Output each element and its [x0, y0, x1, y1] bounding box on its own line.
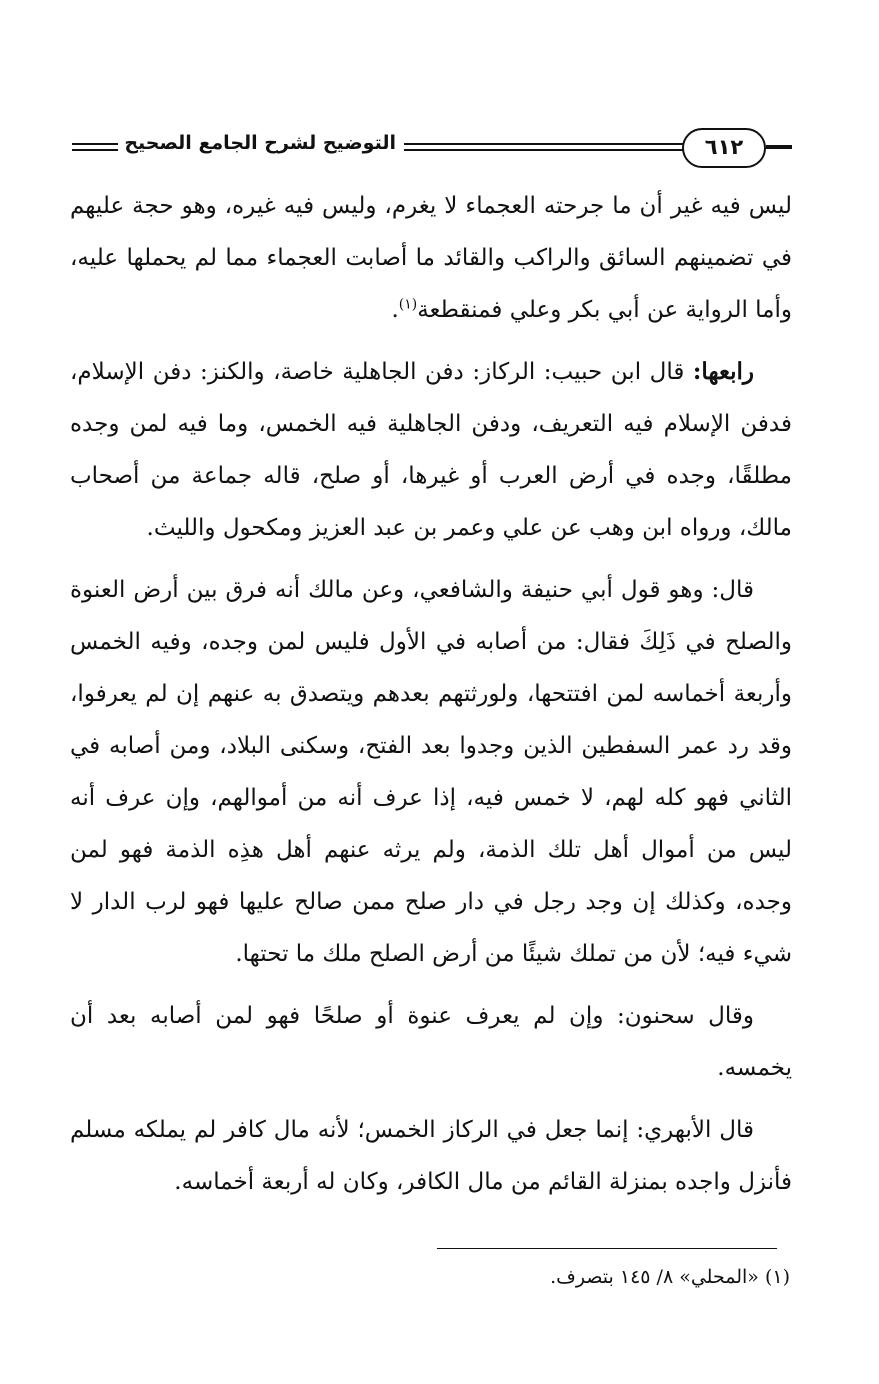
- footnote-reference: (١): [398, 296, 418, 313]
- footnote-number: (١): [764, 1266, 790, 1288]
- main-text: [70, 180, 792, 1218]
- paragraph-lead: رابعها:: [692, 358, 754, 385]
- paragraph-tail: .: [391, 297, 399, 323]
- footnote-text: «المحلي» ٨/ ١٤٥ بتصرف.: [550, 1266, 759, 1288]
- header-rule-right: [766, 145, 792, 149]
- paragraph-text: قال ابن حبيب: الركاز: دفن الجاهلية خاصة، والكنز: دفن الإسلام، فدفن الإسلام فيه التعريف، ودفن الجاهلية فيه الخمس، وما فيه لمن وجده مطلقًا، وجده في أرض العرب أو غيرها، أو صلح، قاله جماعة من أصحاب مالك، ورواه ابن وهب عن علي وعمر بن عبد العزيز ومكحول والليث.: [70, 359, 792, 541]
- paragraph-text: قال: وهو قول أبي حنيفة والشافعي، وعن مالك أنه فرق بين أرض العنوة والصلح في ذَلِكَ فقال: من أصابه في الأول فليس لمن وجده، وفيه الخمس وأربعة أخماسه لمن افتتحها، ولورثتهم بعدهم ويتصدق به عنهم إن لم يعرفوا، وقد رد عمر السفطين الذين وجدوا بعد الفتح، وسكنى البلاد، ومن أصابه في الثاني فهو كله لهم، لا خمس فيه، إذا عرف أنه من أموالهم، وإن عرف أنه ليس من أموال أهل تلك الذمة، ولم يرثه عنهم أهل هذِه الذمة فهو لمن وجده، وكذلك إن وجد رجل في دار صلح ممن صالح عليها فهو لرب الدار لا شيء فيه؛ لأن من تملك شيئًا من أرض الصلح ملك ما تحتها.: [70, 577, 792, 967]
- paragraph: [70, 346, 792, 554]
- header-rule-middle: [404, 143, 694, 145]
- header-rule-left-lower: [72, 149, 118, 151]
- paragraph-text: وقال سحنون: وإن لم يعرف عنوة أو صلحًا فهو لمن أصابه بعد أن يخمسه.: [70, 1003, 792, 1081]
- paragraph: [70, 990, 792, 1094]
- paragraph-text: قال الأبهري: إنما جعل في الركاز الخمس؛ لأنه مال كافر لم يملكه مسلم فأنزل واجده بمنزلة القائم من مال الكافر، وكان له أربعة أخماسه.: [70, 1117, 792, 1195]
- footnote-separator: [437, 1248, 777, 1249]
- paragraph: [70, 564, 792, 980]
- paragraph: [70, 180, 792, 336]
- page-number: ٦١٢: [682, 128, 766, 168]
- header-rule-middle-lower: [404, 149, 694, 151]
- footnote: [300, 1262, 790, 1292]
- running-header: [72, 128, 792, 176]
- header-rule-left: [72, 143, 118, 145]
- book-title: التوضيح لشرح الجامع الصحيح: [124, 132, 396, 154]
- paragraph: [70, 1104, 792, 1208]
- paragraph-text: ليس فيه غير أن ما جرحته العجماء لا يغرم، وليس فيه غيره، وهو حجة عليهم في تضمينهم السائق والراكب والقائد ما أصابت العجماء مما لم يحملها عليه، وأما الرواية عن أبي بكر وعلي فمنقطعة: [70, 193, 792, 323]
